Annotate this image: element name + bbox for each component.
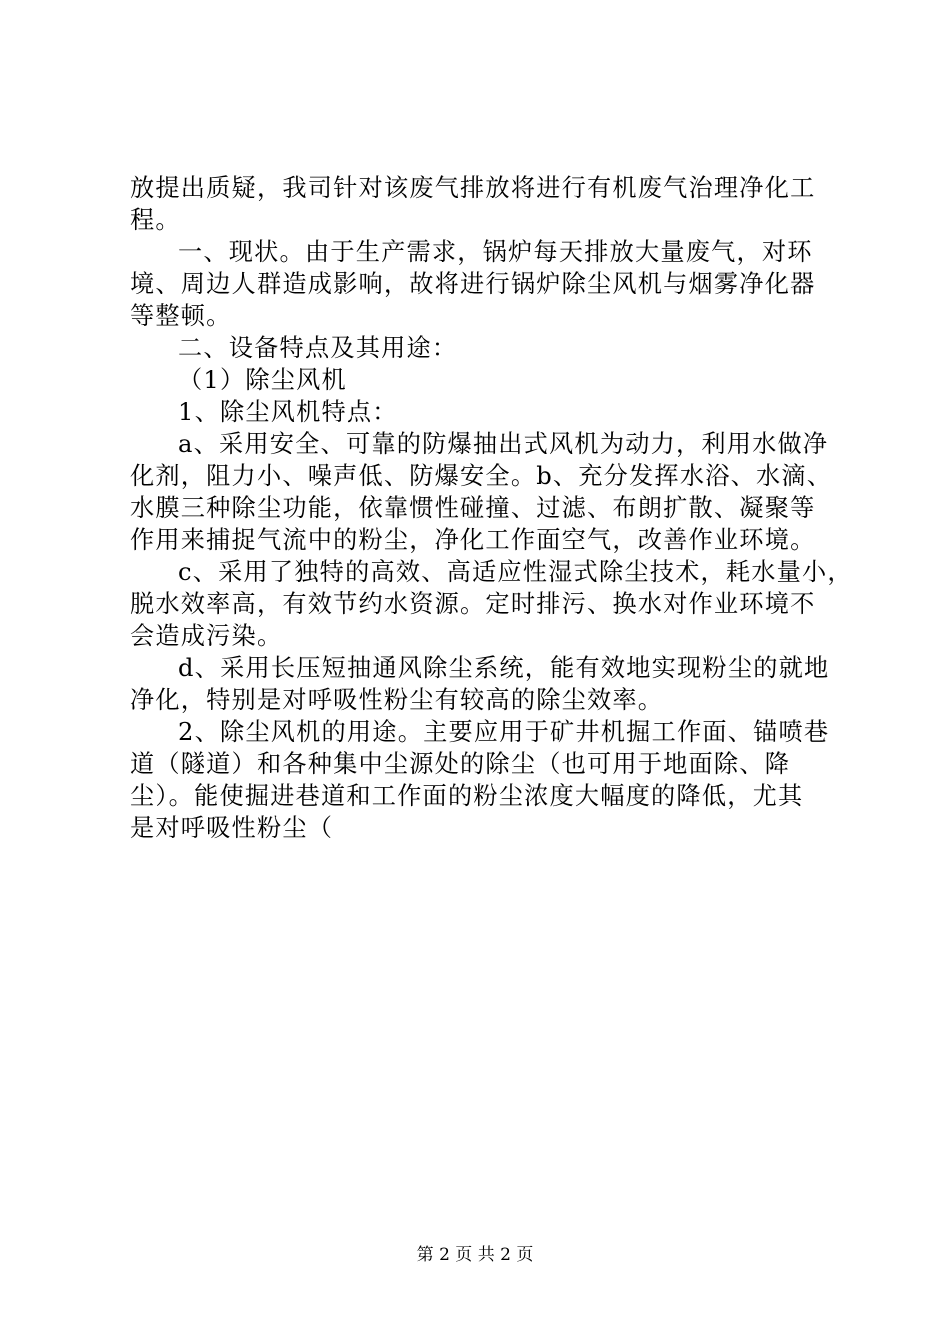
page-footer — [0, 1244, 950, 1266]
text-line: c、采用了独特的高效、高适应性湿式除尘技术，耗水量小， — [178, 558, 853, 586]
text-line: 2、除尘风机的用途。主要应用于矿井机掘工作面、锚喷巷 — [178, 718, 830, 746]
text-line: 等整顿。 — [130, 302, 232, 330]
text-line: 作用来捕捉气流中的粉尘，净化工作面空气，改善作业环境。 — [130, 526, 816, 554]
sub-heading: 1、除尘风机特点： — [178, 398, 398, 426]
text-line: 放提出质疑，我司针对该废气排放将进行有机废气治理净化工 — [130, 174, 816, 202]
section-heading: 二、设备特点及其用途： — [178, 334, 458, 362]
text-line: 一、现状。由于生产需求，锅炉每天排放大量废气，对环 — [178, 238, 813, 266]
page-number-label: 第 2 页 共 2 页 — [416, 1245, 534, 1265]
sub-heading: （1）除尘风机 — [178, 366, 347, 394]
text-line: 道（隧道）和各种集中尘源处的除尘（也可用于地面除、降 — [130, 750, 791, 778]
text-line: 程。 — [130, 206, 181, 234]
text-line: 水膜三种除尘功能，依靠惯性碰撞、过滤、布朗扩散、凝聚等 — [130, 494, 816, 522]
text-line: d、采用长压短抽通风除尘系统，能有效地实现粉尘的就地 — [178, 654, 830, 682]
text-line: 是对呼吸性粉尘（ — [130, 814, 334, 842]
text-line: 会造成污染。 — [130, 622, 283, 650]
text-line: 化剂，阻力小、噪声低、防爆安全。b、充分发挥水浴、水滴、 — [130, 462, 833, 490]
text-line: 境、周边人群造成影响，故将进行锅炉除尘风机与烟雾净化器 — [130, 270, 816, 298]
text-line: 净化，特别是对呼吸性粉尘有较高的除尘效率。 — [130, 686, 664, 714]
text-line: 脱水效率高，有效节约水资源。定时排污、换水对作业环境不 — [130, 590, 816, 618]
document-body — [130, 172, 853, 844]
text-line: a、采用安全、可靠的防爆抽出式风机为动力，利用水做净 — [178, 430, 829, 458]
text-line: 尘）。能使掘进巷道和工作面的粉尘浓度大幅度的降低，尤其 — [130, 782, 804, 810]
